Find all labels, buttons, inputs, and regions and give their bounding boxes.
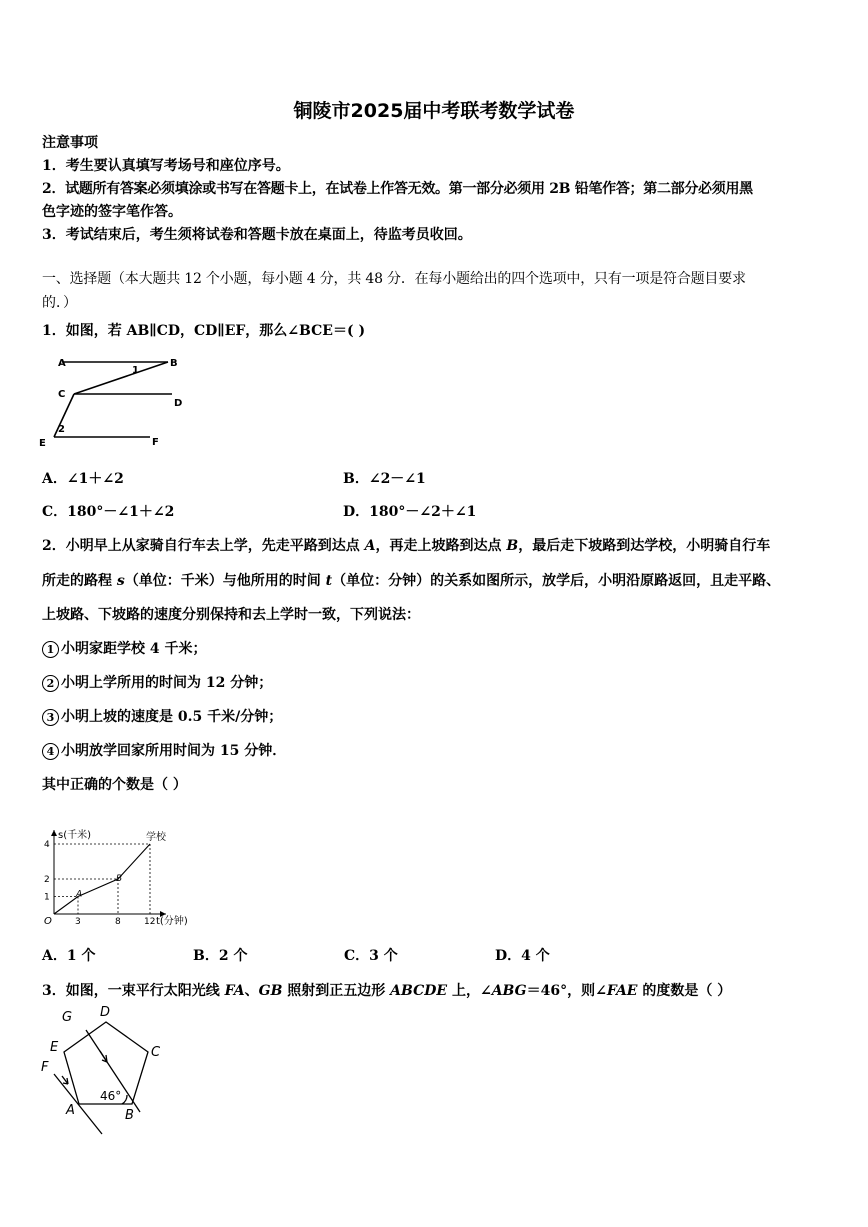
y-axis-arrow bbox=[51, 830, 57, 836]
q1-option-a: A．∠1＋∠2 bbox=[42, 471, 124, 487]
q1-label-2: 2 bbox=[58, 424, 65, 435]
notice-item-1: 1．考生要认真填写考场号和座位序号。 bbox=[42, 158, 290, 174]
y-tick-label: 2 bbox=[44, 875, 50, 885]
q2-ask: 其中正确的个数是（ ） bbox=[42, 777, 187, 793]
q2-stem-line2: 所走的路程 s（单位：千米）与他所用的时间 t（单位：分钟）的关系如图所示，放学后，小明沿原路返回，且走平路、 bbox=[42, 573, 781, 589]
q2-option-c: C．3 个 bbox=[344, 948, 398, 964]
notice-heading: 注意事项 bbox=[42, 135, 98, 151]
x-axis-label: t(分钟) bbox=[156, 916, 188, 927]
notice-item-2-cont: 色字迹的签字笔作答。 bbox=[42, 204, 182, 220]
q3-angle-label: 46° bbox=[100, 1089, 122, 1103]
q1-label-1: 1 bbox=[132, 365, 139, 376]
section-heading-cont: 的．） bbox=[42, 295, 77, 311]
q2-chart bbox=[34, 796, 204, 931]
origin-label: O bbox=[44, 916, 52, 927]
q1-label-F: F bbox=[152, 437, 159, 448]
page-title: 铜陵市2025届中考联考数学试卷 bbox=[293, 100, 575, 122]
y-axis-label: s(千米) bbox=[58, 830, 92, 841]
q3-label-B: B bbox=[125, 1108, 134, 1123]
section-heading: 一、选择题（本大题共 12 个小题，每小题 4 分，共 48 分．在每小题给出的四个选项中，只有一项是符合题目要求 bbox=[42, 271, 746, 287]
point-label: 学校 bbox=[146, 832, 166, 843]
x-tick-label: 8 bbox=[115, 917, 121, 927]
q3-label-C: C bbox=[151, 1045, 161, 1060]
q1-label-C: C bbox=[58, 389, 66, 400]
q1-label-B: B bbox=[170, 358, 178, 369]
q3-label-D: D bbox=[100, 1005, 111, 1020]
x-tick-label: 12 bbox=[144, 917, 156, 927]
q3-label-E: E bbox=[50, 1040, 59, 1055]
notice-item-2: 2．试题所有答案必须填涂或书写在答题卡上，在试卷上作答无效。第一部分必须用 2B 铅笔作答；第二部分必须用黑 bbox=[42, 181, 753, 197]
q2-statement-1: 1 小明家距学校 4 千米； bbox=[42, 638, 207, 658]
x-tick-label: 3 bbox=[75, 917, 81, 927]
point-label: B bbox=[116, 874, 123, 884]
q1-label-A: A bbox=[58, 358, 66, 369]
q1-label-E: E bbox=[39, 438, 46, 449]
q3-label-F: F bbox=[41, 1060, 49, 1075]
q2-statement-4: 4 小明放学回家所用时间为 15 分钟． bbox=[42, 740, 286, 760]
q2-option-a: A．1 个 bbox=[42, 948, 96, 964]
notice-item-3: 3．考试结束后，考生须将试卷和答题卡放在桌面上，待监考员收回。 bbox=[42, 227, 472, 243]
q2-stem-line3: 上坡路、下坡路的速度分别保持和去上学时一致，下列说法： bbox=[42, 607, 420, 623]
q1-label-D: D bbox=[174, 398, 183, 409]
q3-label-A: A bbox=[66, 1103, 75, 1118]
q1-figure bbox=[36, 350, 183, 450]
q3-label-G: G bbox=[62, 1010, 73, 1025]
q2-stem-line1: 2．小明早上从家骑自行车去上学，先走平路到达点 A，再走上坡路到达点 B，最后走下坡路到达学校，小明骑自行车 bbox=[42, 538, 771, 554]
q3-stem: 3．如图，一束平行太阳光线 FA、GB 照射到正五边形 ABCDE 上，∠ABG＝46°，则∠FAE 的度数是（ ） bbox=[42, 983, 732, 999]
q1-stem: 1．如图，若 AB∥CD，CD∥EF，那么∠BCE＝( ) bbox=[42, 323, 366, 339]
q3-figure bbox=[34, 1000, 184, 1140]
q1-option-c: C．180°－∠1＋∠2 bbox=[42, 504, 175, 520]
point-label: A bbox=[76, 889, 83, 900]
q1-option-d: D．180°－∠2＋∠1 bbox=[343, 504, 477, 520]
y-tick-label: 4 bbox=[44, 840, 50, 850]
q2-statement-2: 2 小明上学所用的时间为 12 分钟； bbox=[42, 672, 272, 692]
q2-option-d: D．4 个 bbox=[495, 948, 550, 964]
y-tick-label: 1 bbox=[44, 892, 50, 903]
q1-option-b: B．∠2－∠1 bbox=[343, 471, 426, 487]
q2-statement-3: 3 小明上坡的速度是 0.5 千米/分钟； bbox=[42, 706, 282, 726]
q2-option-b: B．2 个 bbox=[193, 948, 248, 964]
